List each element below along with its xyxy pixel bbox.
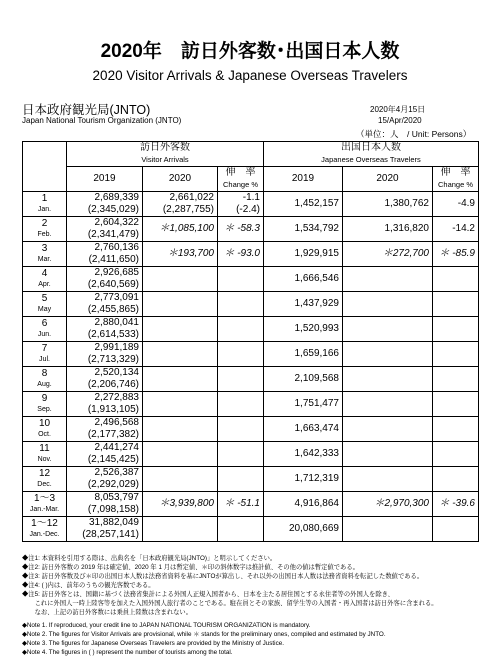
month-number: 8 bbox=[41, 368, 48, 379]
organization-name-en: Japan National Tourism Organization (JNTO) bbox=[22, 116, 182, 125]
visitors-2020-cell bbox=[143, 367, 218, 392]
table-row bbox=[23, 417, 479, 442]
travelers-2020-cell: 1,316,820 bbox=[343, 217, 433, 242]
table-row bbox=[23, 242, 479, 267]
month-name: Nov. bbox=[37, 456, 52, 463]
visitors-2020-cell bbox=[143, 317, 218, 342]
travelers-2019-cell: 1,663,474 bbox=[264, 417, 343, 442]
footnotes bbox=[22, 554, 438, 657]
header-travelers-ja: 出国日本人数 bbox=[341, 142, 401, 153]
month-name: Jan.-Mar. bbox=[29, 506, 60, 513]
header-visitors-2019: 2019 bbox=[67, 167, 143, 192]
travelers-2020-cell: ＊2,970,300 bbox=[343, 492, 433, 517]
organization-name-ja: 日本政府観光局(JNTO) bbox=[22, 103, 151, 117]
visitors-2019-value: 31,882,049 bbox=[88, 517, 139, 528]
month-number: 1～12 bbox=[31, 518, 58, 529]
month-number: 11 bbox=[39, 443, 50, 454]
visitors-2019-cell bbox=[67, 342, 143, 367]
month-cell bbox=[23, 367, 67, 392]
travelers-2019-cell: 2,109,568 bbox=[264, 367, 343, 392]
visitors-2019-value: 2,272,883 bbox=[94, 392, 139, 403]
visitors-2019-tourists: (2,292,029) bbox=[87, 479, 139, 490]
visitors-2019-cell bbox=[67, 392, 143, 417]
travelers-2020-cell bbox=[343, 267, 433, 292]
release-date-ja: 2020年4月15日 bbox=[370, 105, 426, 114]
month-number: 12 bbox=[38, 468, 51, 479]
visitors-change-value: ＊ -51.1 bbox=[224, 498, 260, 509]
month-number: 3 bbox=[41, 243, 48, 254]
month-cell bbox=[23, 442, 67, 467]
travelers-2019-cell: 1,437,929 bbox=[264, 292, 343, 317]
month-cell bbox=[23, 242, 67, 267]
visitors-2020-value: ＊193,700 bbox=[167, 248, 214, 259]
travelers-change-cell: -4.9 bbox=[433, 192, 479, 217]
month-name: Feb. bbox=[37, 231, 52, 238]
table-row bbox=[23, 517, 479, 542]
visitors-2019-cell bbox=[67, 267, 143, 292]
travelers-2020-cell bbox=[343, 317, 433, 342]
month-name: Jan. bbox=[37, 206, 52, 213]
visitors-change-cell bbox=[218, 467, 264, 492]
table-row bbox=[23, 442, 479, 467]
header-visitors-change bbox=[218, 167, 264, 192]
visitors-change-cell bbox=[218, 342, 264, 367]
travelers-2019-cell: 1,520,993 bbox=[264, 317, 343, 342]
table-row bbox=[23, 392, 479, 417]
visitors-2019-tourists: (7,098,158) bbox=[87, 504, 139, 515]
month-number: 5 bbox=[41, 293, 48, 304]
visitors-2019-tourists: (2,145,425) bbox=[87, 454, 139, 465]
header-row-years bbox=[23, 167, 479, 192]
travelers-2020-cell bbox=[343, 442, 433, 467]
visitors-2019-cell bbox=[67, 367, 143, 392]
visitors-2019-cell bbox=[67, 417, 143, 442]
visitors-2019-value: 8,053,797 bbox=[94, 492, 139, 503]
month-number: 1～3 bbox=[33, 493, 56, 504]
header-travelers-en: Japanese Overseas Travelers bbox=[321, 155, 421, 164]
visitors-change-value: ＊ -93.0 bbox=[224, 248, 260, 259]
visitors-2019-cell bbox=[67, 292, 143, 317]
table-row bbox=[23, 467, 479, 492]
table-row bbox=[23, 292, 479, 317]
visitors-2020-cell bbox=[143, 517, 218, 542]
travelers-2019-cell: 1,666,546 bbox=[264, 267, 343, 292]
travelers-2019-cell: 1,929,915 bbox=[264, 242, 343, 267]
visitors-change-value: -1.1 bbox=[242, 192, 260, 203]
footnote-line: ◆注3: 訪日外客数及び＊印の出国日本人数は法務省資料を基にJNTOが算出し、それ以外の出国日本人数は法務省資料を転記した数値である。 bbox=[22, 573, 424, 580]
visitors-change-cell bbox=[218, 442, 264, 467]
visitors-change-cell bbox=[218, 417, 264, 442]
visitors-2020-value: 2,661,022 bbox=[169, 192, 214, 203]
visitors-2020-cell bbox=[143, 417, 218, 442]
visitors-2019-cell bbox=[67, 192, 143, 217]
month-name: Apr. bbox=[38, 281, 51, 288]
travelers-2020-cell bbox=[343, 417, 433, 442]
table-row bbox=[23, 317, 479, 342]
table-row bbox=[23, 492, 479, 517]
month-cell bbox=[23, 217, 67, 242]
visitors-2019-value: 2,926,685 bbox=[94, 267, 139, 278]
month-name: Sep. bbox=[37, 406, 52, 413]
month-number: 9 bbox=[41, 393, 48, 404]
month-number: 1 bbox=[41, 193, 48, 204]
travelers-2019-cell: 1,534,792 bbox=[264, 217, 343, 242]
travelers-change-cell: ＊ -39.6 bbox=[433, 492, 479, 517]
month-cell bbox=[23, 192, 67, 217]
visitors-change-cell bbox=[218, 517, 264, 542]
travelers-2019-cell: 1,751,477 bbox=[264, 392, 343, 417]
visitors-2019-tourists: (2,713,329) bbox=[87, 354, 139, 365]
footnote-line: ◆Note 2. The figures for Visitor Arrivals are provisional, while ＊ stands for the preliminary ones, compiled and estimated by JNTO. bbox=[22, 631, 386, 638]
visitors-2019-tourists: (2,345,029) bbox=[87, 204, 139, 215]
visitors-change-cell bbox=[218, 317, 264, 342]
travelers-change-cell bbox=[433, 317, 479, 342]
visitors-2020-value: ＊3,939,800 bbox=[159, 498, 214, 509]
header-visitors-2020: 2020 bbox=[143, 167, 218, 192]
table-row bbox=[23, 267, 479, 292]
travelers-change-cell bbox=[433, 267, 479, 292]
visitors-change-cell bbox=[218, 367, 264, 392]
release-date-en: 15/Apr/2020 bbox=[378, 116, 422, 125]
header-visitors-en: Visitor Arrivals bbox=[141, 155, 189, 164]
month-cell bbox=[23, 467, 67, 492]
header-visitors bbox=[67, 142, 264, 167]
footnote-line: ◆Note 4. The figures in ( ) represent the number of tourists among the total. bbox=[22, 649, 233, 656]
travelers-2019-cell: 1,712,319 bbox=[264, 467, 343, 492]
month-name: May bbox=[37, 306, 52, 313]
footnote-line: ◆注2: 訪日外客数の 2019 年は確定値、2020 年 1 月は暫定値、＊印の斜体数字は推計値、その他の値は暫定値である。 bbox=[22, 564, 359, 571]
month-name: Jan.-Dec. bbox=[29, 531, 60, 538]
visitors-2020-cell bbox=[143, 242, 218, 267]
month-cell bbox=[23, 517, 67, 542]
table-row bbox=[23, 367, 479, 392]
footnote-line: ◆注1: 本資料を引用する際は、出典名を「日本政府観光局(JNTO)」と明示してください。 bbox=[22, 555, 277, 562]
visitors-2019-value: 2,991,189 bbox=[94, 342, 139, 353]
travelers-change-cell bbox=[433, 517, 479, 542]
month-number: 6 bbox=[41, 318, 48, 329]
visitors-change-cell bbox=[218, 267, 264, 292]
travelers-change-cell bbox=[433, 342, 479, 367]
visitors-2020-cell bbox=[143, 342, 218, 367]
page-subtitle: 2020 Visitor Arrivals & Japanese Overseas Travelers bbox=[92, 68, 408, 83]
header-travelers-2020: 2020 bbox=[343, 167, 433, 192]
travelers-2019-cell: 1,642,333 bbox=[264, 442, 343, 467]
visitors-2019-cell bbox=[67, 517, 143, 542]
visitors-2019-tourists: (1,913,105) bbox=[87, 404, 139, 415]
header-travelers bbox=[264, 142, 479, 167]
month-cell bbox=[23, 292, 67, 317]
visitors-2019-tourists: (2,206,746) bbox=[87, 379, 139, 390]
travelers-change-cell: -14.2 bbox=[433, 217, 479, 242]
travelers-2020-cell bbox=[343, 342, 433, 367]
month-cell bbox=[23, 417, 67, 442]
visitors-2020-cell bbox=[143, 467, 218, 492]
footnote-line: ◆Note 1. If reproduced, your credit line to JAPAN NATIONAL TOURISM ORGANIZATION is mandatory. bbox=[22, 622, 311, 629]
visitors-2019-value: 2,689,339 bbox=[94, 192, 139, 203]
visitors-2019-tourists: (2,640,569) bbox=[87, 279, 139, 290]
header-visitors-ja: 訪日外客数 bbox=[140, 142, 190, 153]
header-change-ja: 伸 率 bbox=[440, 167, 471, 178]
visitors-2019-cell bbox=[67, 492, 143, 517]
travelers-2019-cell: 1,452,157 bbox=[264, 192, 343, 217]
travelers-2020-cell: ＊272,700 bbox=[343, 242, 433, 267]
visitors-2019-cell bbox=[67, 467, 143, 492]
visitors-change-cell bbox=[218, 192, 264, 217]
travelers-2019-cell: 4,916,864 bbox=[264, 492, 343, 517]
visitors-2020-cell bbox=[143, 217, 218, 242]
month-cell bbox=[23, 492, 67, 517]
visitors-2019-tourists: (2,614,533) bbox=[87, 329, 139, 340]
visitors-change-cell bbox=[218, 217, 264, 242]
visitors-change-cell bbox=[218, 392, 264, 417]
visitors-2019-tourists: (2,177,382) bbox=[87, 429, 139, 440]
table-row bbox=[23, 192, 479, 217]
month-cell bbox=[23, 317, 67, 342]
unit-label: （単位：人 / Unit: Persons） bbox=[356, 129, 472, 139]
table-row bbox=[23, 217, 479, 242]
travelers-2019-cell: 20,080,669 bbox=[264, 517, 343, 542]
visitors-2020-cell bbox=[143, 267, 218, 292]
visitors-2019-value: 2,880,041 bbox=[94, 317, 139, 328]
travelers-2020-cell bbox=[343, 367, 433, 392]
travelers-change-cell bbox=[433, 392, 479, 417]
visitors-2019-cell bbox=[67, 442, 143, 467]
table-row bbox=[23, 342, 479, 367]
travelers-2019-cell: 1,659,166 bbox=[264, 342, 343, 367]
visitors-2019-tourists: (28,257,141) bbox=[82, 529, 139, 540]
visitors-2020-value: ＊1,085,100 bbox=[159, 223, 214, 234]
month-name: Jul. bbox=[39, 356, 50, 363]
footnote-line: ◆注4: ( )内は、前年のうちの観光客数である。 bbox=[22, 582, 155, 589]
visitors-2020-cell bbox=[143, 192, 218, 217]
month-name: Mar. bbox=[37, 256, 52, 263]
header-change-ja: 伸 率 bbox=[225, 167, 256, 178]
travelers-2020-cell bbox=[343, 517, 433, 542]
visitors-2019-value: 2,604,322 bbox=[94, 217, 139, 228]
month-name: Dec. bbox=[37, 481, 52, 488]
visitors-change-tourists: (-2.4) bbox=[236, 204, 260, 215]
visitors-2019-tourists: (2,455,865) bbox=[87, 304, 139, 315]
visitors-2020-cell bbox=[143, 292, 218, 317]
header-change-en: Change % bbox=[437, 180, 474, 189]
visitors-change-cell bbox=[218, 242, 264, 267]
page-title: 2020年 訪日外客数･出国日本人数 bbox=[100, 41, 400, 62]
month-cell bbox=[23, 267, 67, 292]
visitors-2019-cell bbox=[67, 217, 143, 242]
travelers-change-cell bbox=[433, 367, 479, 392]
month-name: Oct. bbox=[38, 431, 51, 438]
travelers-change-cell bbox=[433, 442, 479, 467]
statistics-table bbox=[22, 141, 479, 542]
month-number: 4 bbox=[41, 268, 48, 279]
visitors-2019-cell bbox=[67, 317, 143, 342]
travelers-change-cell: ＊ -85.9 bbox=[433, 242, 479, 267]
visitors-2020-tourists: (2,287,755) bbox=[162, 204, 214, 215]
visitors-2019-value: 2,760,136 bbox=[94, 242, 139, 253]
visitors-2019-value: 2,773,091 bbox=[94, 292, 139, 303]
footnote-line: これに外国人一時上陸客等を加えた入国外国人旅行者のことである。駐在員とその家族、留学生等の入国者・再入国者は訪日外客に含まれる。 bbox=[22, 600, 438, 607]
travelers-2020-cell: 1,380,762 bbox=[343, 192, 433, 217]
header-travelers-change bbox=[433, 167, 479, 192]
travelers-2020-cell bbox=[343, 292, 433, 317]
header-travelers-2019: 2019 bbox=[264, 167, 343, 192]
travelers-change-cell bbox=[433, 467, 479, 492]
visitors-2019-tourists: (2,341,479) bbox=[87, 229, 139, 240]
footnote-line: なお、上記の訪日外客数には乗員上陸数は含まれない。 bbox=[22, 609, 193, 616]
travelers-change-cell bbox=[433, 292, 479, 317]
visitors-2019-cell bbox=[67, 242, 143, 267]
visitors-2020-cell bbox=[143, 442, 218, 467]
visitors-2020-cell bbox=[143, 492, 218, 517]
footnote-line: ◆Note 3. The figures for Japanese Overseas Travelers are provided by the Ministry of Justice. bbox=[22, 640, 284, 647]
visitors-2019-value: 2,520,134 bbox=[94, 367, 139, 378]
month-cell bbox=[23, 392, 67, 417]
visitors-change-cell bbox=[218, 492, 264, 517]
visitors-change-cell bbox=[218, 292, 264, 317]
travelers-2020-cell bbox=[343, 467, 433, 492]
visitors-2019-value: 2,526,387 bbox=[94, 467, 139, 478]
footnote-line: ◆注5: 訪日外客とは、国籍に基づく法務省集計による外国人正規入国者から、日本を主たる居住国とする永住者等の外国人を除き、 bbox=[22, 591, 394, 598]
header-change-en: Change % bbox=[222, 180, 259, 189]
visitors-2019-value: 2,441,274 bbox=[94, 442, 139, 453]
month-name: Aug. bbox=[37, 381, 52, 388]
travelers-change-cell bbox=[433, 417, 479, 442]
month-number: 7 bbox=[41, 343, 48, 354]
header-row-group bbox=[23, 142, 479, 167]
month-name: Jun. bbox=[37, 331, 52, 338]
visitors-change-value: ＊ -58.3 bbox=[224, 223, 260, 234]
month-cell bbox=[23, 342, 67, 367]
month-number: 2 bbox=[41, 218, 48, 229]
month-number: 10 bbox=[38, 418, 51, 429]
visitors-2019-tourists: (2,411,650) bbox=[88, 254, 139, 265]
travelers-2020-cell bbox=[343, 392, 433, 417]
visitors-2020-cell bbox=[143, 392, 218, 417]
visitors-2019-value: 2,496,568 bbox=[94, 417, 139, 428]
header-corner bbox=[23, 142, 67, 192]
